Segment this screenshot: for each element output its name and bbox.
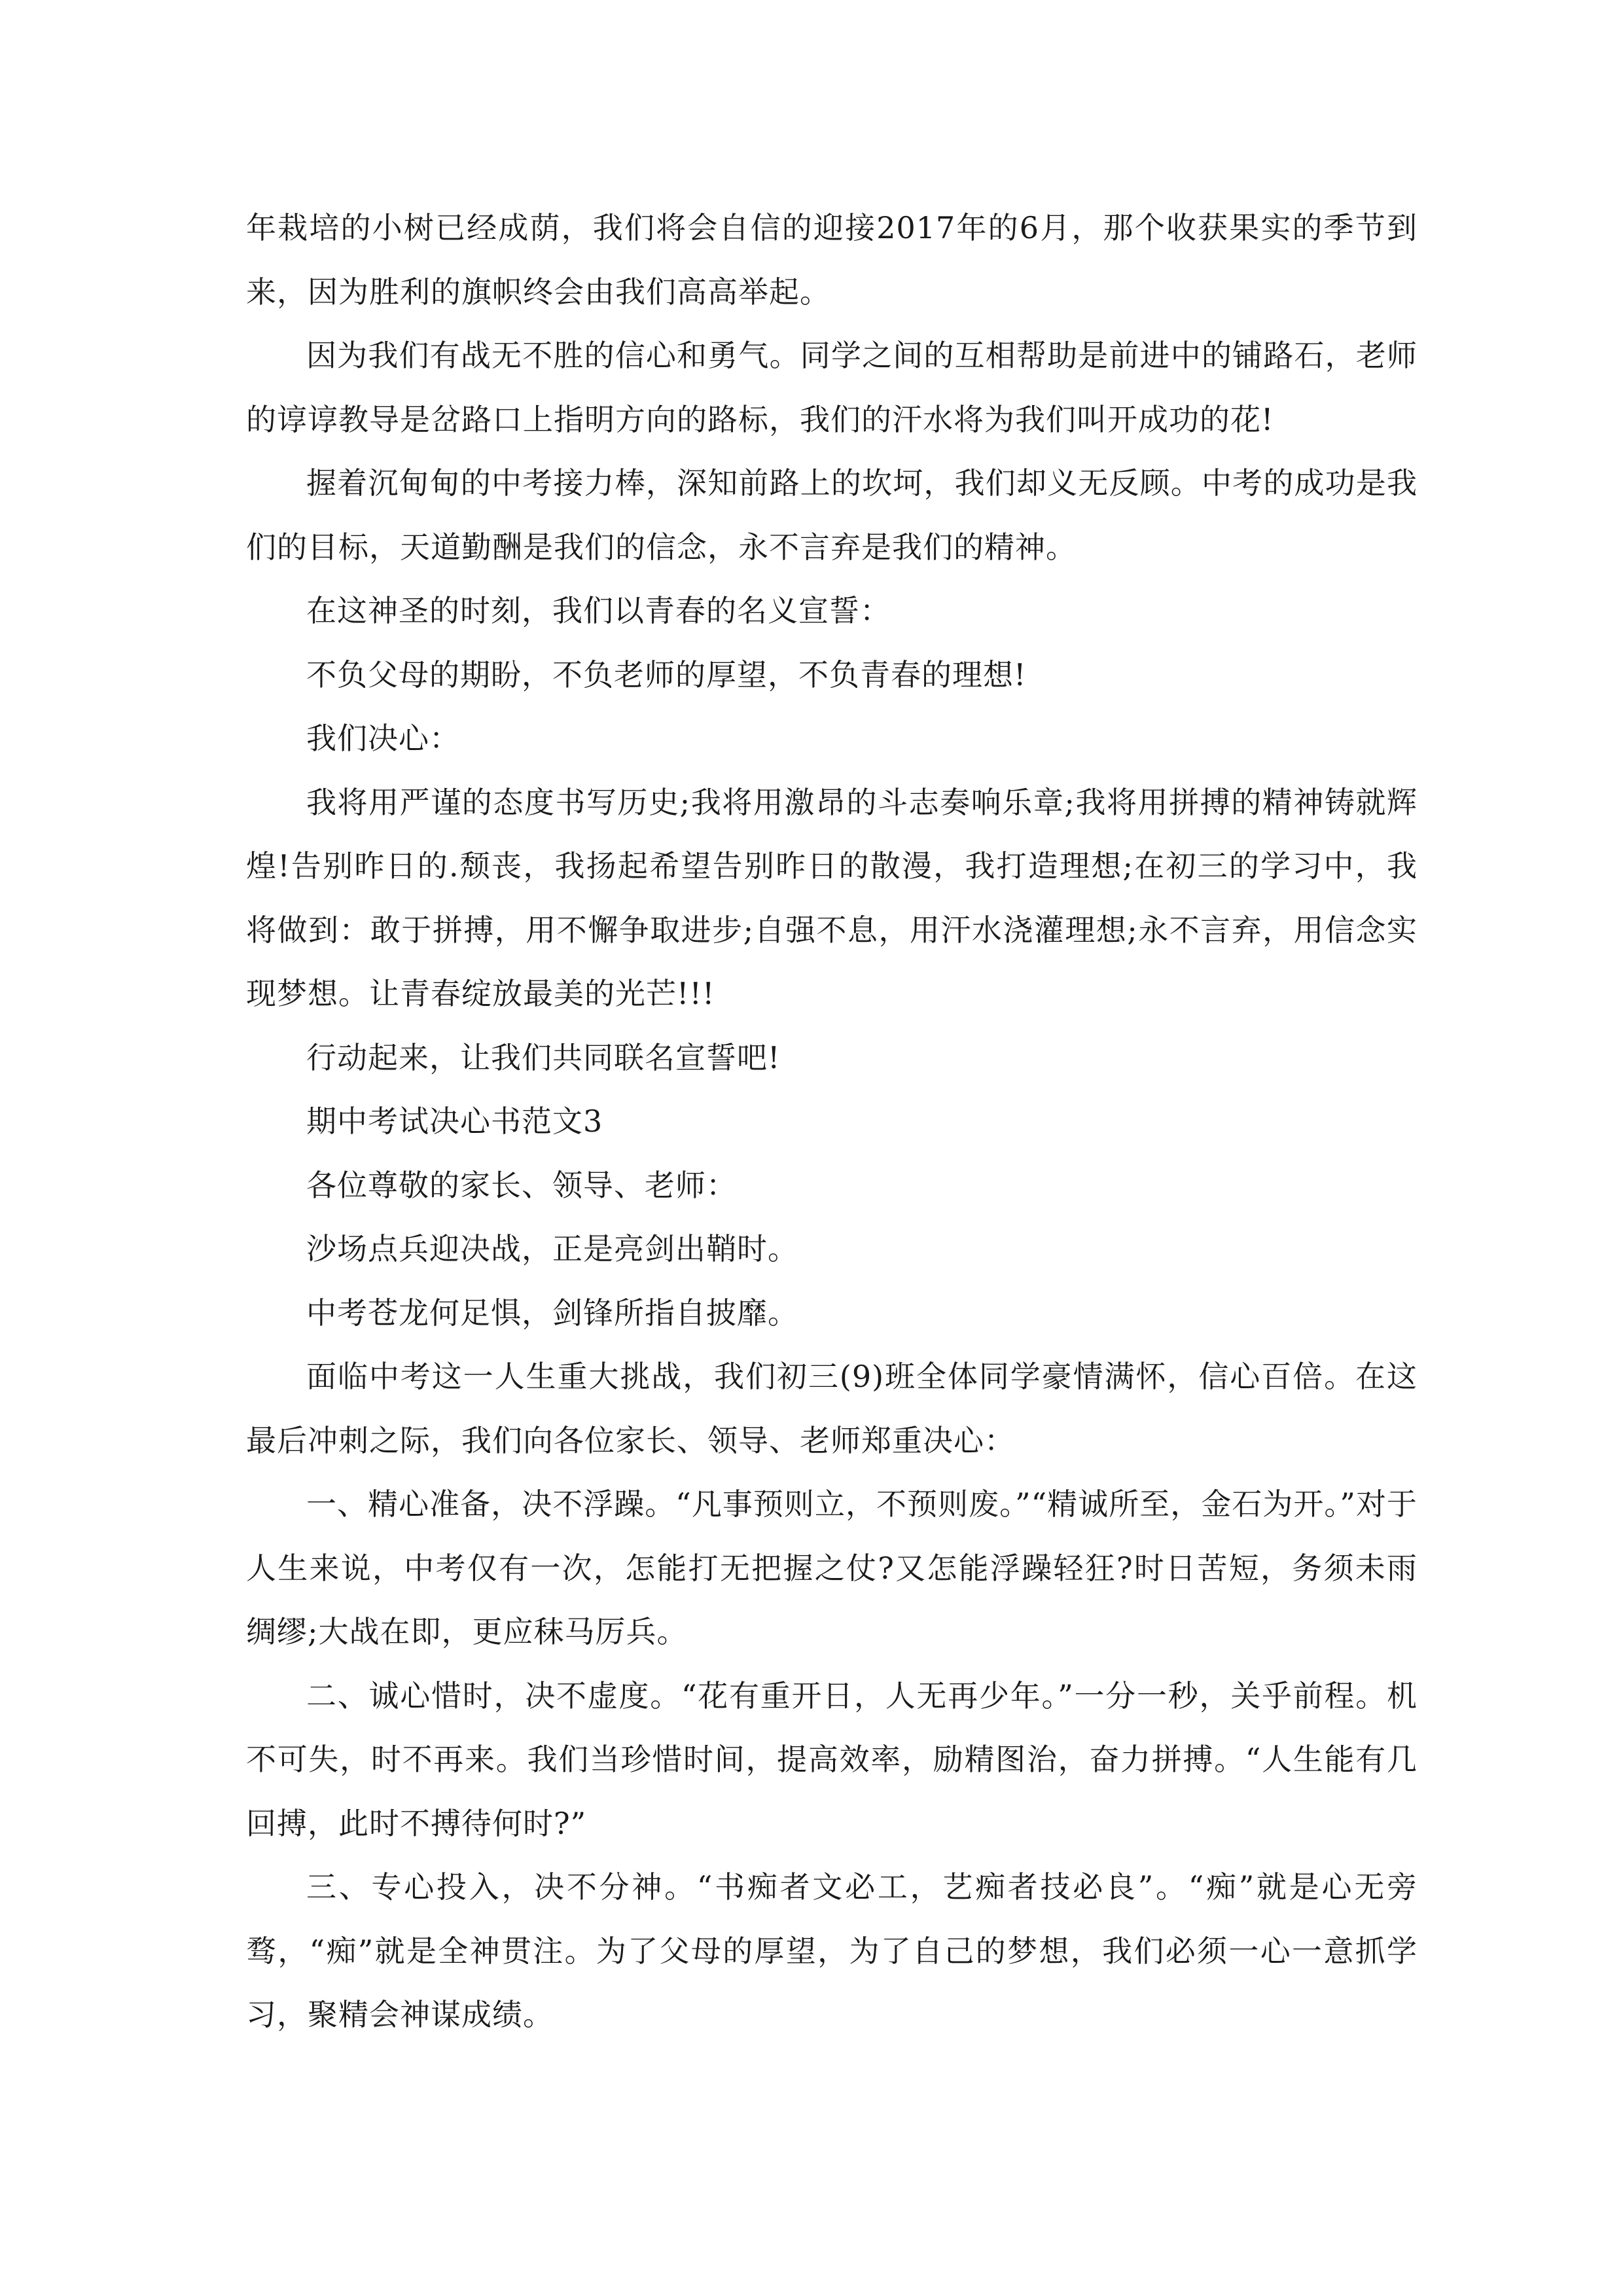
paragraph: 一、精心准备，决不浮躁。“凡事预则立，不预则废。”“精诚所至，金石为开。”对于人生来说，中考仅有一次，怎能打无把握之仗?又怎能浮躁轻狂?时日苦短，务须未雨绸缪;大战在即，更应秣马厉兵。 — [246, 1486, 1418, 1649]
paragraph: 三、专心投入，决不分神。“书痴者文必工，艺痴者技必良”。“痴”就是心无旁骛，“痴”就是全神贯注。为了父母的厚望，为了自己的梦想，我们必须一心一意抓学习，聚精会神谋成绩。 — [246, 1869, 1418, 2032]
paragraph: 不负父母的期盼，不负老师的厚望，不负青春的理想! — [306, 656, 1027, 692]
salutation: 各位尊敬的家长、领导、老师： — [306, 1167, 737, 1203]
paragraph: 沙场点兵迎决战，正是亮剑出鞘时。 — [306, 1231, 798, 1266]
paragraph: 行动起来，让我们共同联名宣誓吧! — [306, 1039, 781, 1075]
paragraph: 因为我们有战无不胜的信心和勇气。同学之间的互相帮助是前进中的铺路石，老师的谆谆教导是岔路口上指明方向的路标，我们的汗水将为我们叫开成功的花! — [246, 338, 1418, 437]
paragraph: 我们决心： — [306, 721, 460, 756]
paragraph: 中考苍龙何足惧，剑锋所指自披靡。 — [306, 1295, 798, 1331]
paragraph: 在这神圣的时刻，我们以青春的名义宣誓： — [306, 593, 891, 628]
section-heading: 期中考试决心书范文3 — [306, 1103, 603, 1139]
paragraph: 年栽培的小树已经成荫，我们将会自信的迎接2017年的6月，那个收获果实的季节到来，因为胜利的旗帜终会由我们高高举起。 — [246, 210, 1418, 310]
paragraph: 握着沉甸甸的中考接力棒，深知前路上的坎坷，我们却义无反顾。中考的成功是我们的目标，天道勤酬是我们的信念，永不言弃是我们的精神。 — [246, 465, 1418, 565]
document-body — [246, 196, 1418, 2047]
paragraph: 二、诚心惜时，决不虚度。“花有重开日，人无再少年。”一分一秒，关乎前程。机不可失，时不再来。我们当珍惜时间，提高效率，励精图治，奋力拼搏。“人生能有几回搏，此时不搏待何时?” — [246, 1677, 1418, 1841]
paragraph: 面临中考这一人生重大挑战，我们初三(9)班全体同学豪情满怀，信心百倍。在这最后冲刺之际，我们向各位家长、领导、老师郑重决心： — [246, 1359, 1418, 1458]
paragraph: 我将用严谨的态度书写历史;我将用激昂的斗志奏响乐章;我将用拼搏的精神铸就辉煌!告别昨日的.颓丧，我扬起希望告别昨日的散漫，我打造理想;在初三的学习中，我将做到：敢于拼搏，用不懈争取进步;自强不息，用汗水浇灌理想;永不言弃，用信念实现梦想。让青春绽放最美的光芒!!! — [246, 784, 1418, 1011]
